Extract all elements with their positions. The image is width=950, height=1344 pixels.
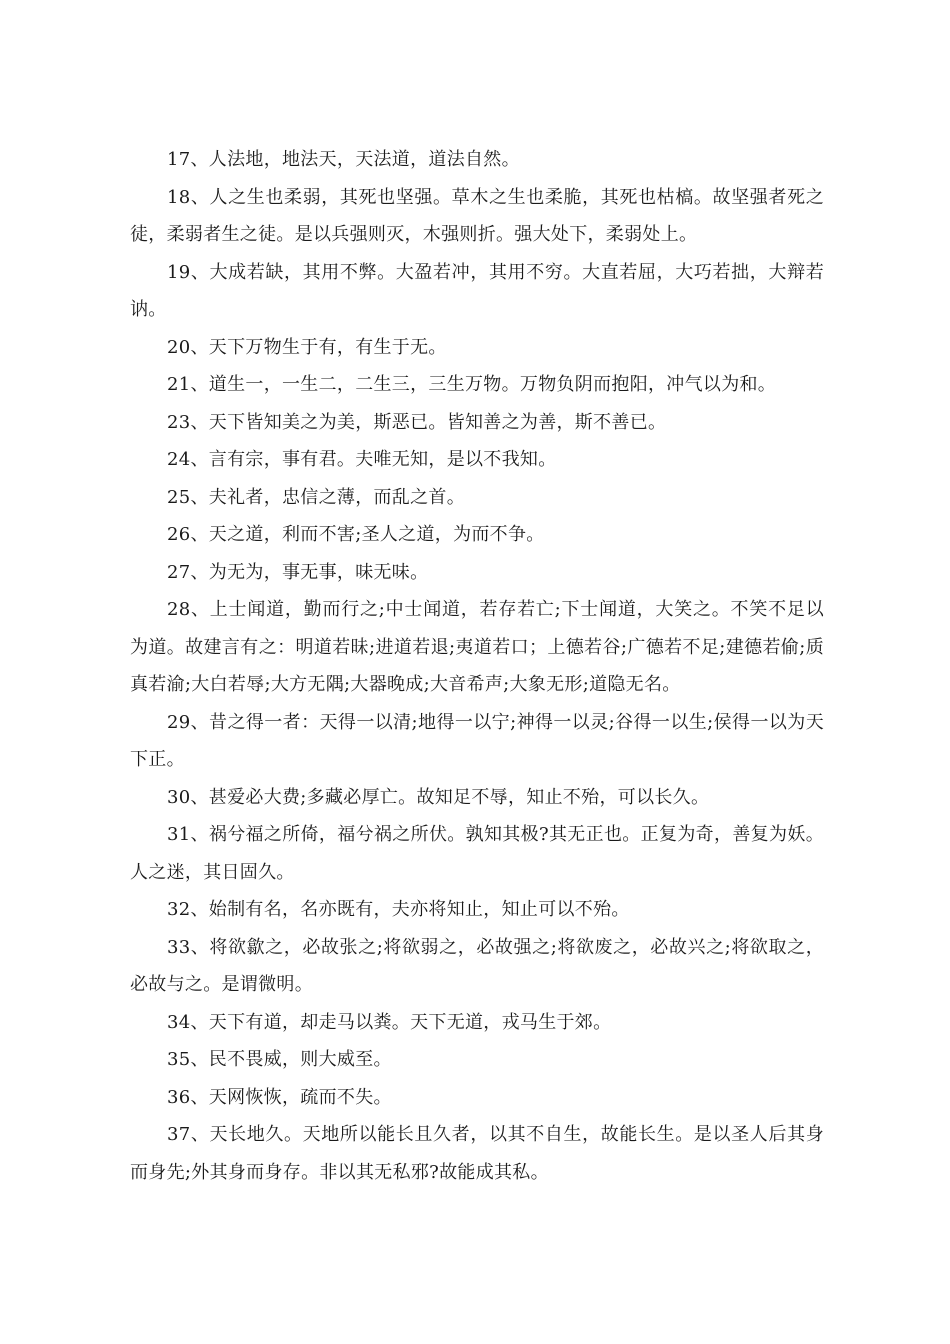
quote-paragraph-33: 33、将欲歙之，必故张之;将欲弱之，必故强之;将欲废之，必故兴之;将欲取之，必故与之。是谓微明。 <box>130 936 824 995</box>
quote-paragraph-27: 27、为无为，事无事，味无味。 <box>167 561 429 583</box>
quote-paragraph-23: 23、天下皆知美之为美，斯恶已。皆知善之为善，斯不善已。 <box>167 411 667 433</box>
quote-paragraph-37: 37、天长地久。天地所以能长且久者，以其不自生，故能长生。是以圣人后其身而身先;外其身而身存。非以其无私邪?故能成其私。 <box>130 1124 824 1183</box>
quote-paragraph-19: 19、大成若缺，其用不弊。大盈若冲，其用不穷。大直若屈，大巧若拙，大辩若讷。 <box>130 261 824 320</box>
quote-paragraph-28: 28、上士闻道，勤而行之;中士闻道，若存若亡;下士闻道，大笑之。不笑不足以为道。故建言有之：明道若昧;进道若退;夷道若口；上德若谷;广德若不足;建德若偷;质真若渝;大白若辱;大方无隅;大器晚成;大音希声;大象无形;道隐无名。 <box>130 599 824 695</box>
quote-paragraph-36: 36、天网恢恢，疏而不失。 <box>167 1086 392 1108</box>
quote-paragraph-25: 25、夫礼者，忠信之薄，而乱之首。 <box>167 486 466 508</box>
quote-paragraph-17: 17、人法地，地法天，天法道，道法自然。 <box>167 149 520 170</box>
quote-paragraph-20: 20、天下万物生于有，有生于无。 <box>167 336 447 358</box>
quote-paragraph-32: 32、始制有名，名亦既有，夫亦将知止，知止可以不殆。 <box>167 899 630 920</box>
quote-paragraph-18: 18、人之生也柔弱，其死也坚强。草木之生也柔脆，其死也枯槁。故坚强者死之徒，柔弱者生之徒。是以兵强则灭，木强则折。强大处下，柔弱处上。 <box>130 186 824 245</box>
quote-paragraph-30: 30、甚爱必大费;多藏必厚亡。故知足不辱，知止不殆，可以长久。 <box>167 786 710 808</box>
quote-paragraph-26: 26、天之道，利而不害;圣人之道，为而不争。 <box>167 524 545 545</box>
document-body <box>130 141 824 1191</box>
quote-paragraph-21: 21、道生一，一生二，二生三，三生万物。万物负阴而抱阳，冲气以为和。 <box>167 374 777 395</box>
quote-paragraph-35: 35、民不畏威，则大威至。 <box>167 1049 392 1070</box>
quote-paragraph-24: 24、言有宗，事有君。夫唯无知，是以不我知。 <box>167 449 557 470</box>
quote-paragraph-29: 29、昔之得一者：天得一以清;地得一以宁;神得一以灵;谷得一以生;侯得一以为天下正。 <box>130 711 824 770</box>
quote-paragraph-31: 31、祸兮福之所倚，福兮祸之所伏。孰知其极?其无正也。正复为奇，善复为妖。人之迷，其日固久。 <box>130 824 824 883</box>
quote-paragraph-34: 34、天下有道，却走马以粪。天下无道，戎马生于郊。 <box>167 1011 612 1033</box>
